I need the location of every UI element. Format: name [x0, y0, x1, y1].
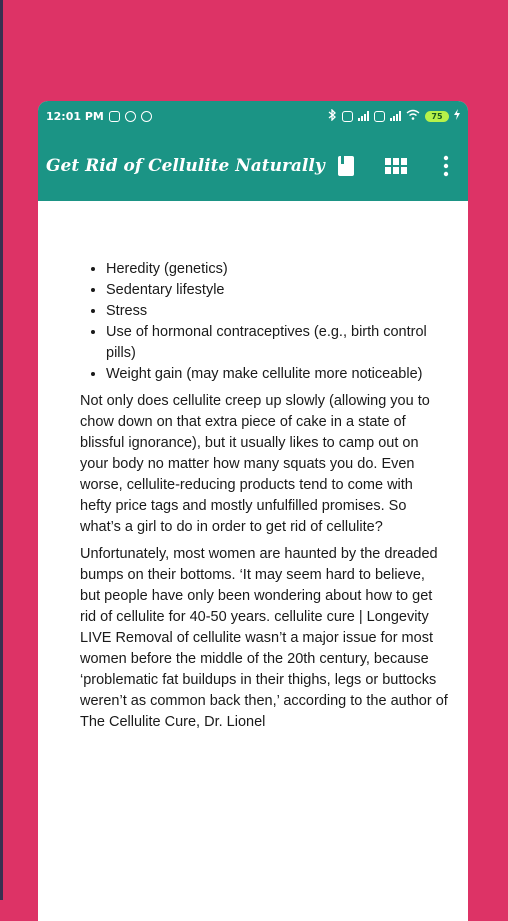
list-item: • Weight gain (may make cellulite more noticeable): [106, 364, 448, 385]
chat-notification-icon: [125, 111, 136, 122]
status-bar: [38, 101, 468, 131]
cause-list: [80, 259, 448, 385]
grid-view-button[interactable]: [384, 154, 408, 178]
article-paragraph: Unfortunately, most women are haunted by the dreaded bumps on their bottoms. ‘It may seem hard to believe, but people have only been wondering about how to get rid of cellulite for 40-50 years. cellulite cure | Longevity LIVE Removal of cellulite wasn’t a major issue for most women before the middle of the 20th century, because ‘problematic fat buildups in their thighs, legs or buttocks weren’t as common back then,’ according to the author of The Cellulite Cure, Dr. Lionel: [80, 546, 448, 730]
signal-strength-icon-2: [390, 111, 401, 121]
bluetooth-icon: [328, 109, 337, 124]
phone-screen: [38, 101, 468, 921]
app-actions: [334, 154, 468, 178]
volte-icon-2: [374, 111, 385, 122]
grid-icon: [385, 158, 407, 174]
volte-icon: [342, 111, 353, 122]
bookmark-icon: [337, 155, 355, 177]
wifi-icon: [406, 109, 420, 123]
sync-notification-icon: [141, 111, 152, 122]
more-vertical-icon: [443, 155, 449, 177]
bookmark-button[interactable]: [334, 154, 358, 178]
status-left: [46, 110, 152, 123]
list-item: • Heredity (genetics): [106, 259, 448, 280]
app-title: Get Rid of Cellulite Naturally: [46, 156, 325, 176]
battery-icon: 75: [425, 111, 449, 122]
status-time: 12:01 PM: [46, 109, 104, 123]
list-item: • Sedentary lifestyle: [106, 280, 448, 301]
app-bar: [38, 131, 468, 201]
article-content: [38, 201, 468, 733]
article-paragraph: Not only does cellulite creep up slowly (allowing you to chow down on that extra piece of cake in a state of blissful ignorance), but it usually likes to camp out on your body no matter how many squats you do. Even worse, cellulite-reducing products tend to come with hefty price tags and mostly unfulfilled promises. So what’s a girl to do in order to get rid of cellulite?: [80, 393, 430, 535]
list-item: • Stress: [106, 301, 448, 322]
signal-strength-icon: [358, 111, 369, 121]
status-right: [328, 109, 460, 124]
overflow-menu-button[interactable]: [434, 154, 458, 178]
charging-icon: [454, 109, 460, 123]
list-item: • Use of hormonal contraceptives (e.g., birth control pills): [106, 322, 448, 364]
left-edge-strip: [0, 0, 3, 900]
gallery-notification-icon: [109, 111, 120, 122]
